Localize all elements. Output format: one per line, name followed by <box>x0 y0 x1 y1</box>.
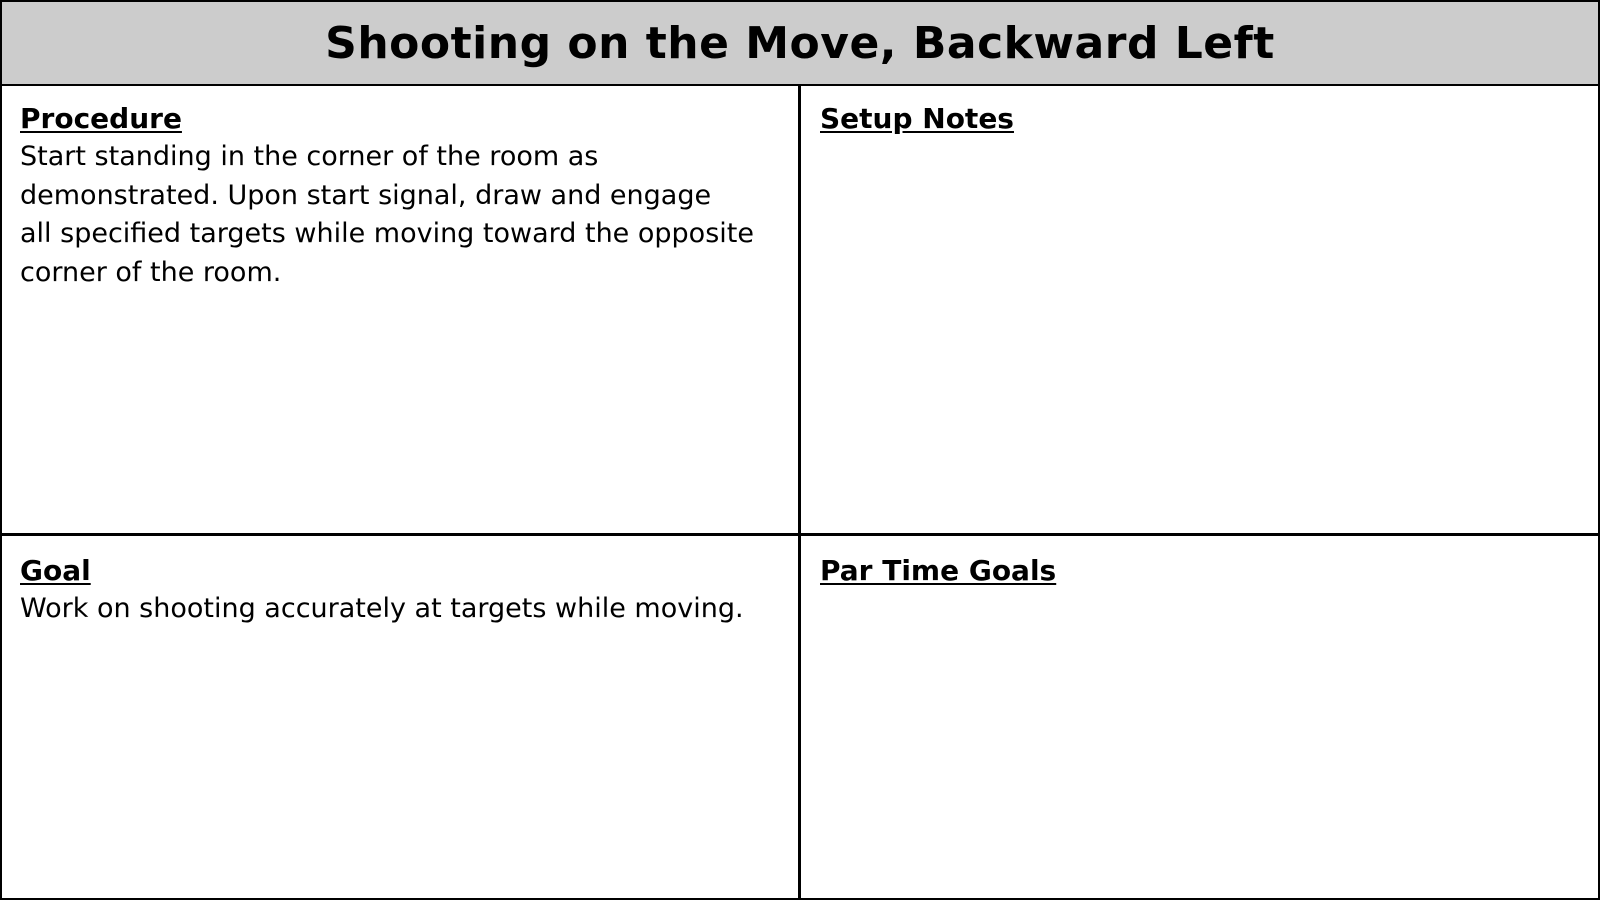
goal-section <box>2 536 801 898</box>
title-bar <box>0 0 1600 86</box>
setup-notes-section <box>801 84 1598 536</box>
procedure-section <box>2 84 801 536</box>
drill-grid <box>0 84 1600 900</box>
procedure-heading: Procedure <box>20 102 182 135</box>
goal-text: Work on shooting accurately at targets while moving. <box>20 593 744 624</box>
par-time-goals-section <box>801 536 1598 898</box>
procedure-text: Start standing in the corner of the room as demonstrated. Upon start signal, draw and engage all specified targets while moving toward the opposite corner of the room. <box>20 141 754 288</box>
par-time-goals-heading: Par Time Goals <box>820 554 1057 587</box>
page-title: Shooting on the Move, Backward Left <box>325 17 1275 69</box>
setup-notes-heading: Setup Notes <box>820 102 1014 135</box>
goal-heading: Goal <box>20 554 91 587</box>
